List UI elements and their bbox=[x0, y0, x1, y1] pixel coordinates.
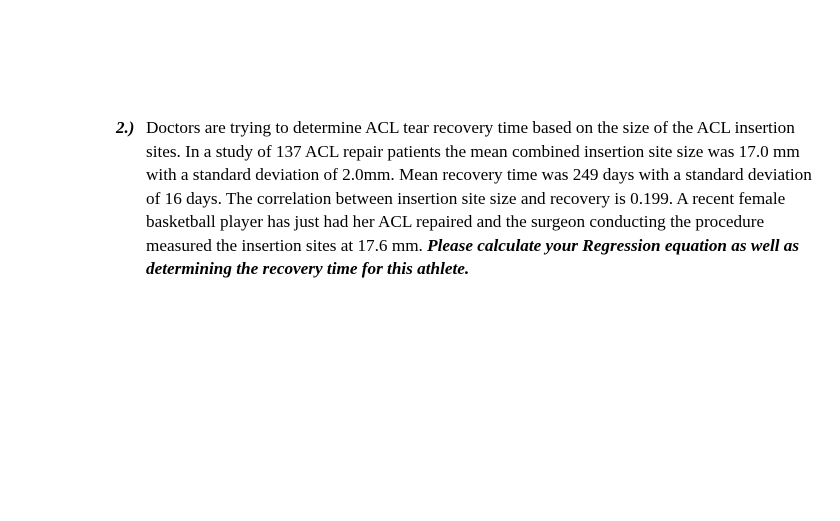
problem-number: 2.) bbox=[116, 118, 135, 137]
problem-text: Doctors are trying to determine ACL tear recovery time based on the size of the ACL insertion sites. In a study of 137 ACL repair patients the mean combined insertion site size was 17.0 mm with a standard deviation of 2.0mm. Mean recovery time was 249 days with a standard deviation of 16 days. The correlation between insertion site size and recovery is 0.199. A recent female basketball player has just had her ACL repaired and the surgeon conducting the procedure measured the insertion sites at 17.6 mm. bbox=[146, 118, 812, 255]
problem-instruction: Please calculate your Regression equation as well as determining the recovery time for this athlete. bbox=[146, 235, 800, 278]
problem-body bbox=[146, 116, 816, 281]
problem-block bbox=[116, 116, 816, 281]
